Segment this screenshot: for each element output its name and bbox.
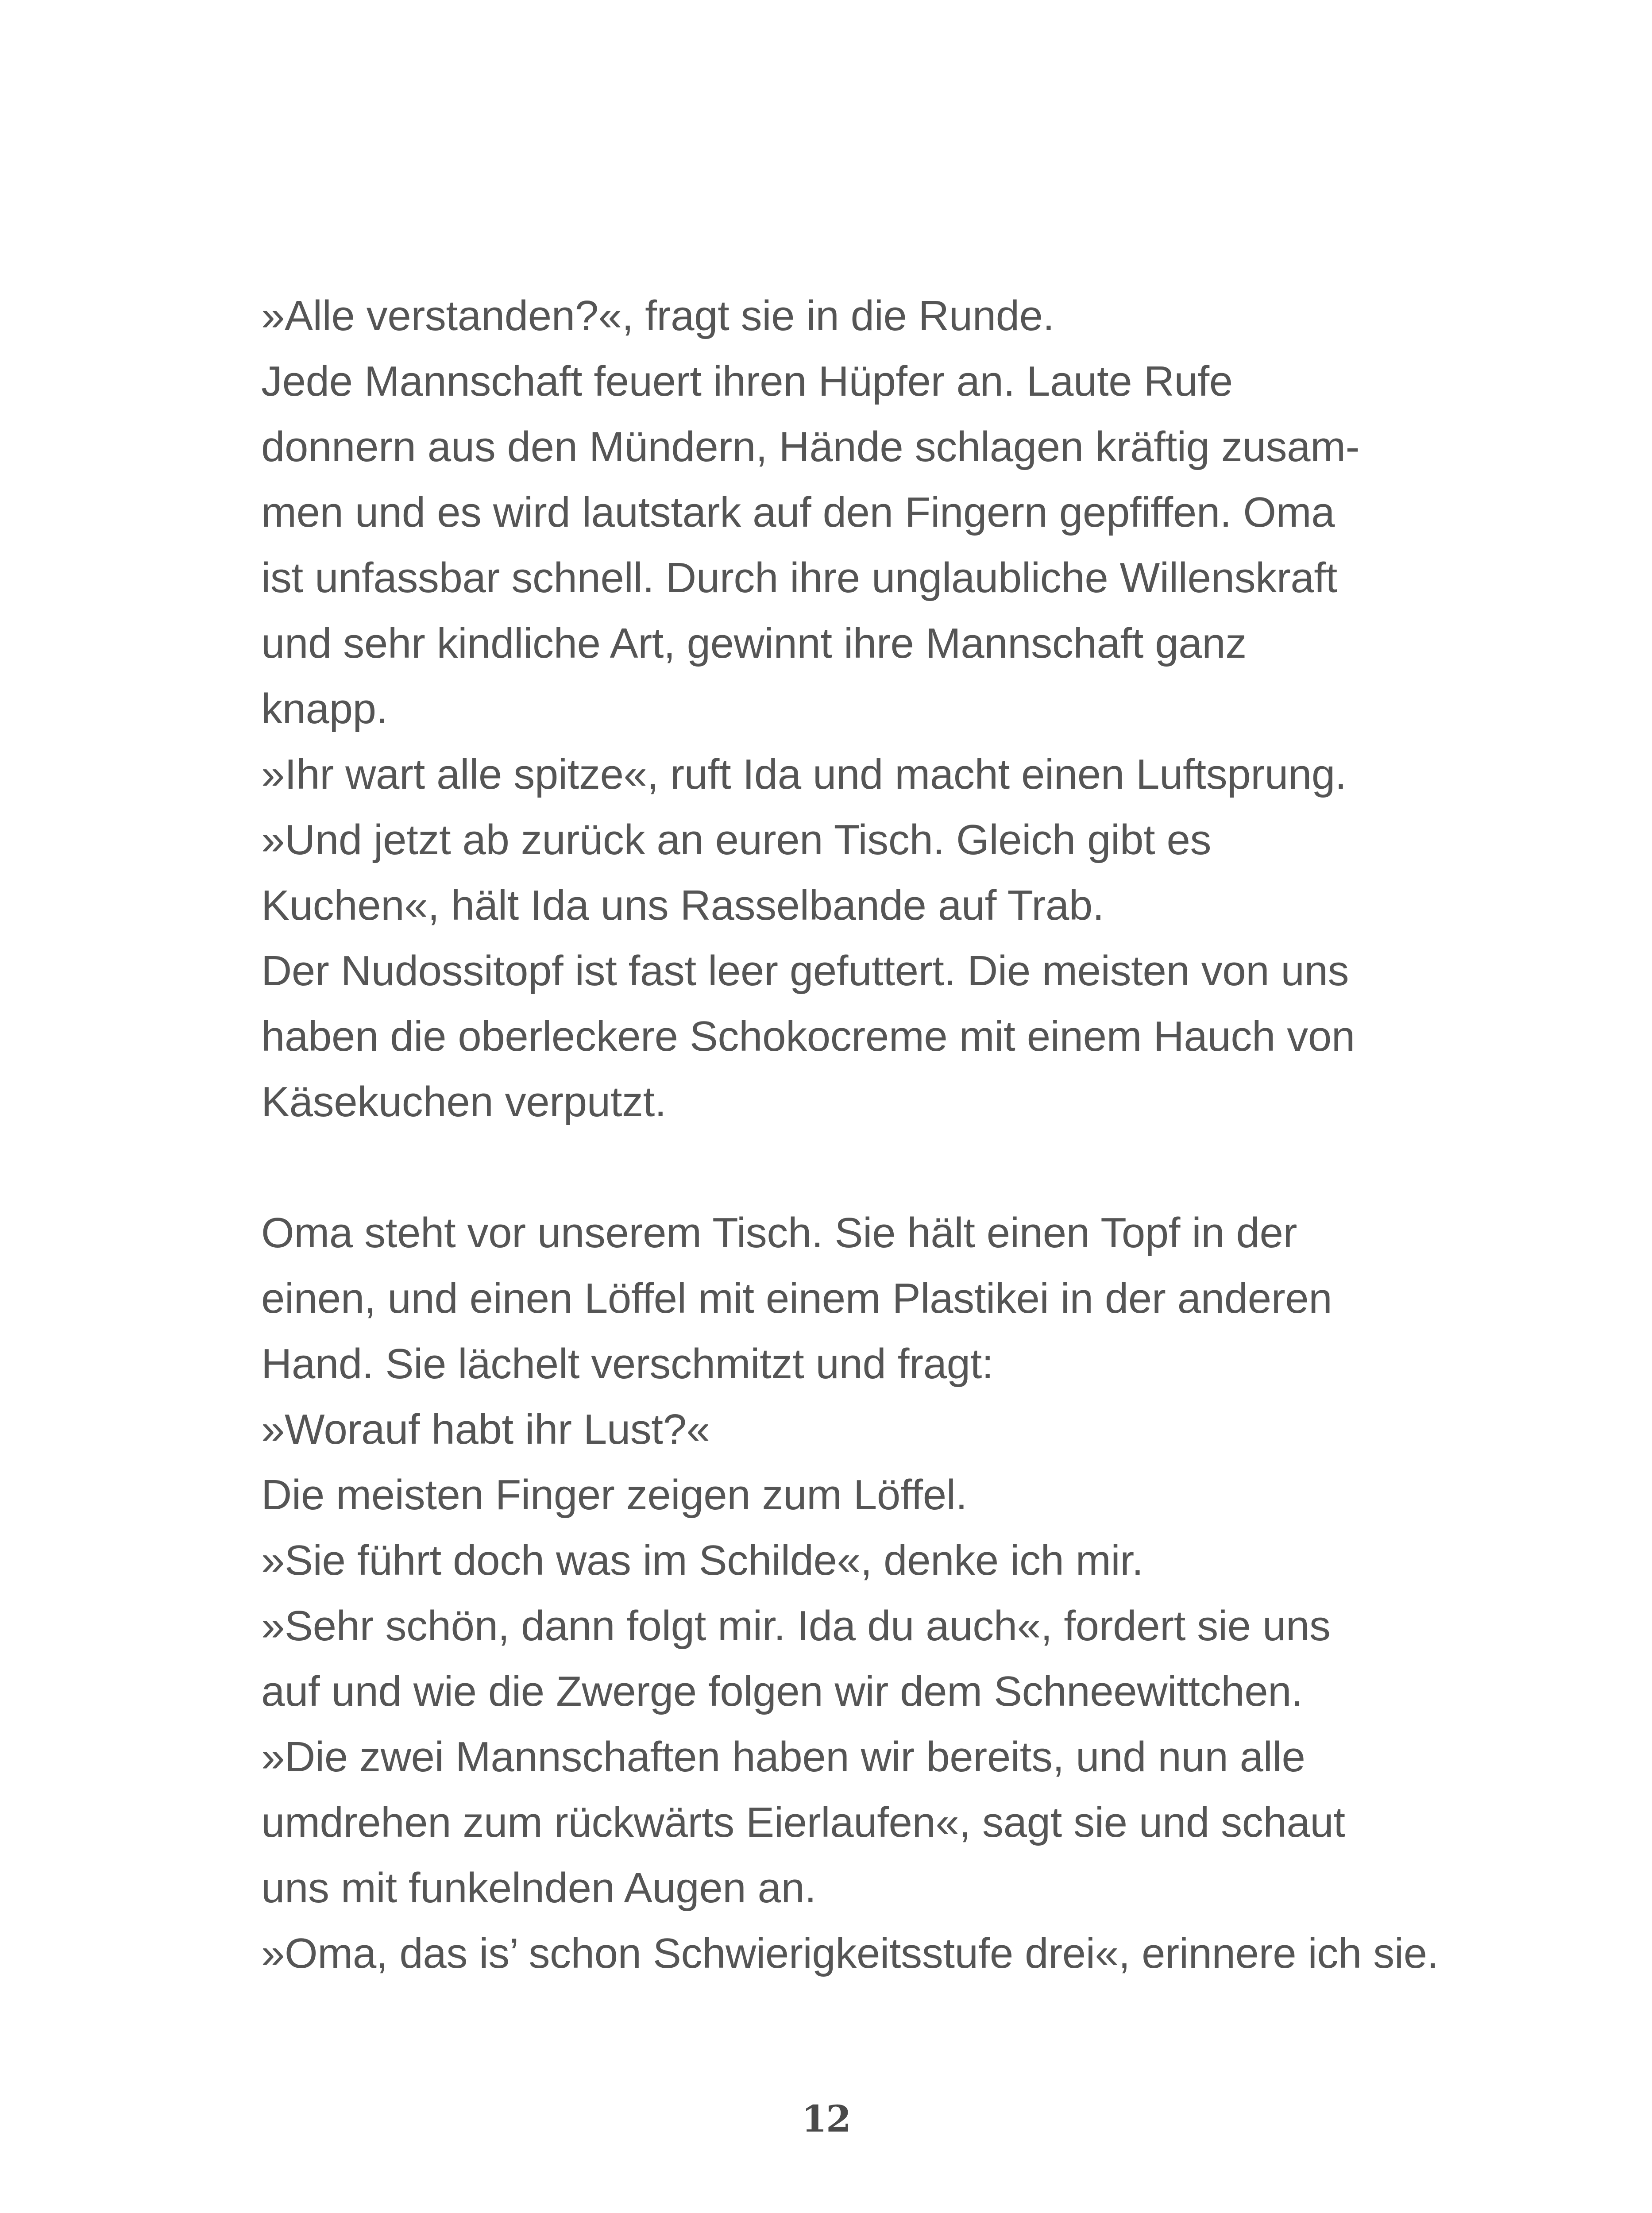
paragraph-2 xyxy=(261,1200,1456,1986)
text-line: Oma steht vor unserem Tisch. Sie hält einen Topf in der xyxy=(261,1209,1297,1257)
text-line: »Ihr wart alle spitze«, ruft Ida und macht einen Luftsprung. xyxy=(261,751,1347,798)
text-line: umdrehen zum rückwärts Eierlaufen«, sagt sie und schaut xyxy=(261,1799,1345,1846)
text-line: Kuchen«, hält Ida uns Rasselbande auf Trab. xyxy=(261,882,1104,929)
body-text xyxy=(261,283,1456,1986)
text-line: ist unfassbar schnell. Durch ihre unglaubliche Willenskraft xyxy=(261,554,1337,601)
page-number: 12 xyxy=(801,2098,851,2140)
text-line: uns mit funkelnden Augen an. xyxy=(261,1864,816,1912)
text-line: haben die oberleckere Schokocreme mit einem Hauch von xyxy=(261,1013,1355,1060)
paragraph-1 xyxy=(261,283,1456,1135)
text-line: donnern aus den Mündern, Hände schlagen kräftig zusam- xyxy=(261,423,1360,470)
text-line: »Oma, das is’ schon Schwierigkeitsstufe drei«, erinnere ich sie. xyxy=(261,1930,1439,1977)
text-line: »Und jetzt ab zurück an euren Tisch. Gleich gibt es xyxy=(261,816,1212,864)
text-line: knapp. xyxy=(261,685,388,733)
text-line: auf und wie die Zwerge folgen wir dem Schneewittchen. xyxy=(261,1668,1303,1715)
text-line: »Sehr schön, dann folgt mir. Ida du auch«, fordert sie uns xyxy=(261,1602,1331,1650)
text-line: Hand. Sie lächelt verschmitzt und fragt: xyxy=(261,1340,994,1388)
text-line: »Alle verstanden?«, fragt sie in die Runde. xyxy=(261,292,1054,339)
text-line: Jede Mannschaft feuert ihren Hüpfer an. Laute Rufe xyxy=(261,358,1233,405)
text-line: Käsekuchen verputzt. xyxy=(261,1078,667,1126)
text-line: men und es wird lautstark auf den Fingern gepfiffen. Oma xyxy=(261,489,1335,536)
paragraph-spacer xyxy=(261,1135,1456,1200)
text-line: Der Nudossitopf ist fast leer gefuttert. Die meisten von uns xyxy=(261,947,1349,995)
text-line: »Sie führt doch was im Schilde«, denke ich mir. xyxy=(261,1537,1143,1584)
text-line: einen, und einen Löffel mit einem Plastikei in der anderen xyxy=(261,1275,1332,1322)
text-line: Die meisten Finger zeigen zum Löffel. xyxy=(261,1471,967,1519)
text-line: »Worauf habt ihr Lust?« xyxy=(261,1406,710,1453)
text-line: und sehr kindliche Art, gewinnt ihre Mannschaft ganz xyxy=(261,620,1247,667)
text-line: »Die zwei Mannschaften haben wir bereits, und nun alle xyxy=(261,1733,1305,1781)
